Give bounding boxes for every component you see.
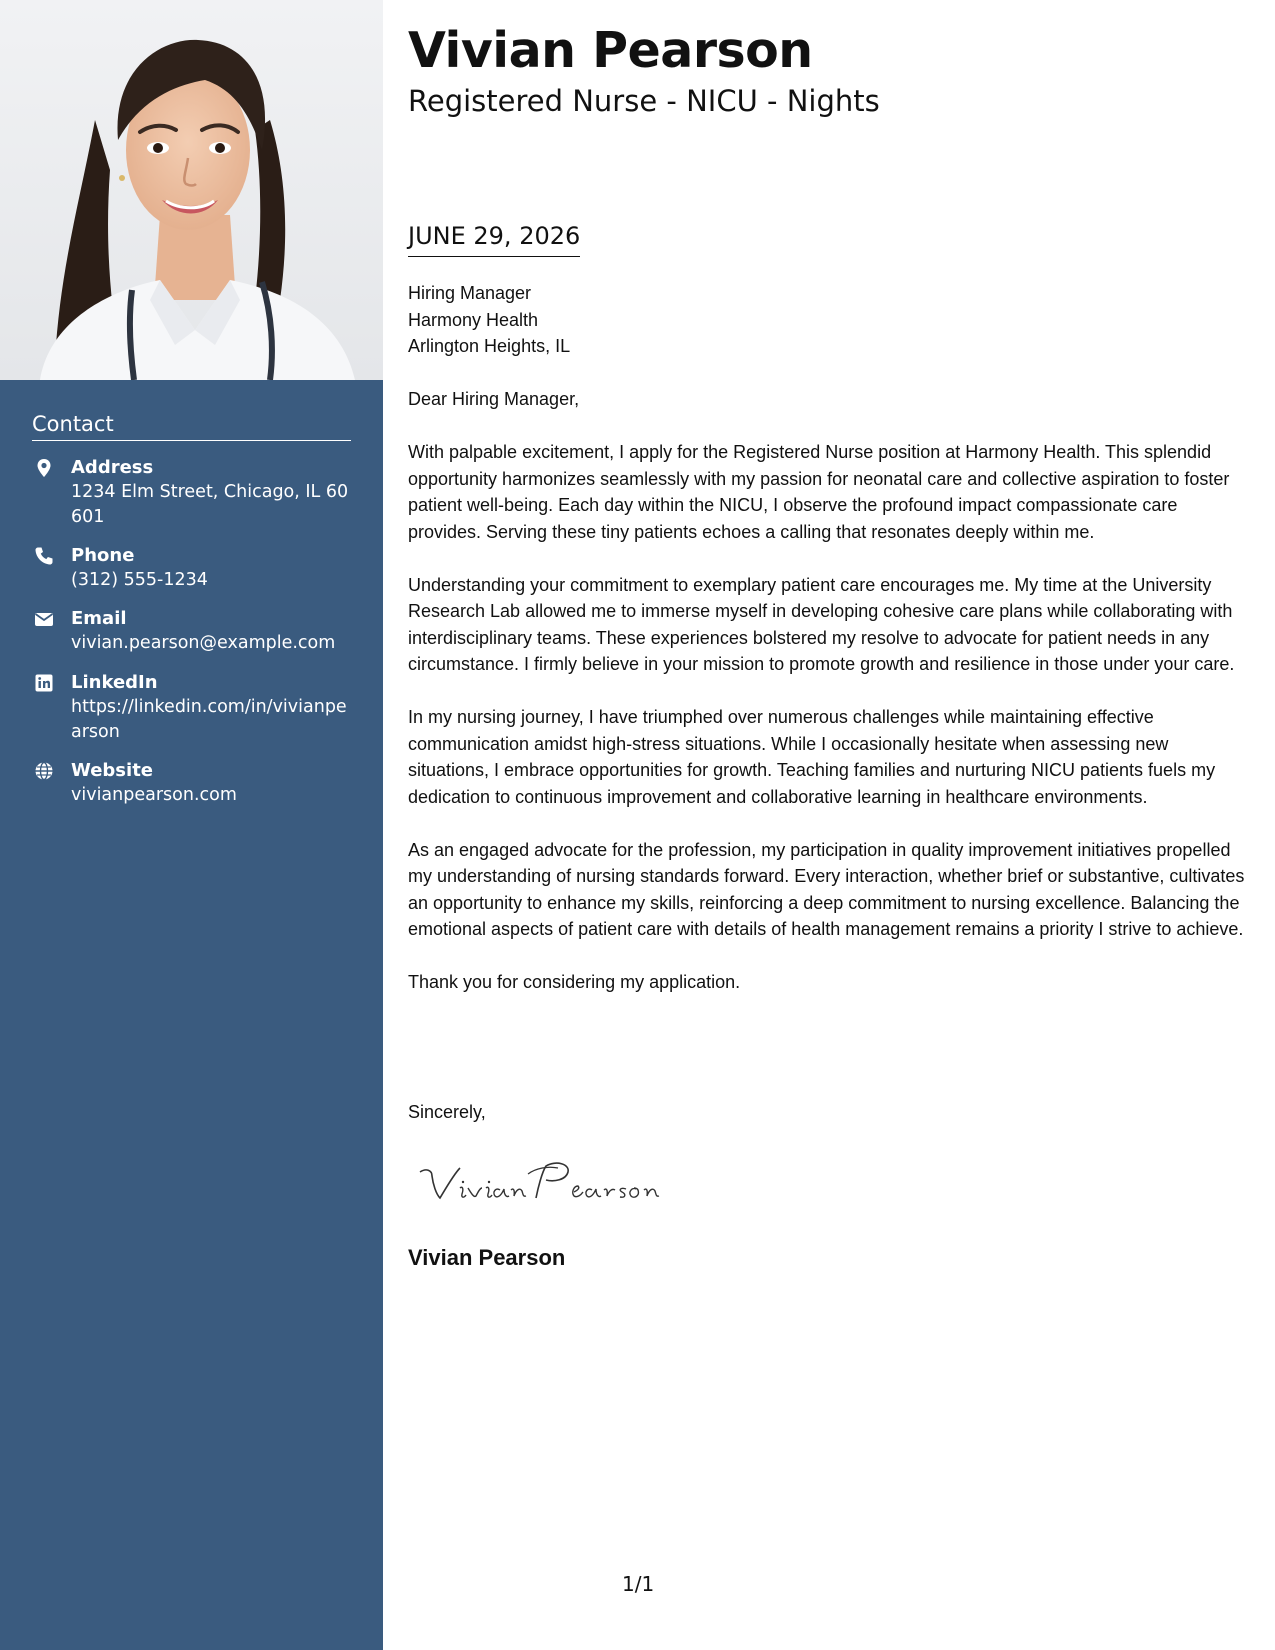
contact-item-phone — [32, 544, 208, 593]
recipient-line: Harmony Health — [408, 309, 539, 330]
job-title: Registered Nurse - NICU - Nights — [408, 84, 880, 118]
paragraph: With palpable excitement, I apply for the Registered Nurse position at Harmony Health. This splendid opportunity harmonizes seamlessly with my passion for neonatal care and collective aspiration to foster patient well-being. Each day within the NICU, I observe the profound impact compassionate care provides. Serving these tiny patients echoes a calling that resonates deeply within me. — [408, 442, 1230, 542]
paragraph: As an engaged advocate for the profession, my participation in quality improvement initiatives propelled my understanding of nursing standards forward. Every interaction, whether brief or substantive, cultivates an opportunity to enhance my skills, reinforcing a deep commitment to nursing excellence. Balancing the emotional aspects of patient care with details of health management remains a priority I strive to achieve. — [408, 839, 1245, 939]
signature — [416, 1158, 676, 1210]
signed-name: Vivian Pearson — [408, 1245, 566, 1270]
greeting: Dear Hiring Manager, — [408, 389, 580, 409]
sidebar — [0, 0, 383, 1650]
envelope-icon — [34, 609, 54, 629]
contact-item-email — [32, 607, 335, 656]
contact-item-address — [32, 456, 352, 530]
contact-value-website[interactable]: vivianpearson.com — [71, 785, 237, 805]
contact-value-phone: (312) 555-1234 — [71, 570, 208, 590]
contact-value-address: 1234 Elm Street, Chicago, IL 60601 — [71, 482, 349, 527]
globe-icon — [34, 761, 54, 781]
recipient-line: Arlington Heights, IL — [408, 336, 571, 356]
paragraph: In my nursing journey, I have triumphed over numerous challenges while maintaining effective communication amidst high-stress situations. While I occasionally hesitate when assessing new situations, I embrace opportunities for growth. Teaching families and nurturing NICU patients fuels my dedication to continuous improvement and collaborative learning in healthcare environments. — [408, 707, 1216, 807]
recipient-block — [408, 280, 1253, 360]
contact-label-email: Email — [71, 608, 127, 629]
page-number: 1/1 — [622, 1572, 655, 1596]
letter-body — [408, 280, 1253, 1022]
contact-label-phone: Phone — [71, 545, 135, 566]
contact-heading: Contact — [32, 412, 351, 441]
closing: Sincerely, — [408, 1102, 486, 1122]
recipient-line: Hiring Manager — [408, 283, 532, 303]
contact-label-website: Website — [71, 760, 154, 781]
phone-icon — [34, 546, 54, 566]
contact-value-email[interactable]: vivian.pearson@example.com — [71, 633, 336, 653]
contact-item-linkedin — [32, 671, 352, 745]
paragraph: Understanding your commitment to exemplary patient care encourages me. My time at the University Research Lab allowed me to immerse myself in developing cohesive care plans while collaborating with interdisciplinary teams. These experiences bolstered my resolve to advocate for patient needs in any circumstance. I firmly believe in your mission to promote growth and resilience in those under your care. — [408, 574, 1235, 674]
letter-date: JUNE 29, 2026 — [408, 222, 580, 257]
linkedin-icon — [34, 673, 54, 693]
profile-photo — [0, 0, 383, 380]
applicant-name: Vivian Pearson — [408, 22, 813, 79]
map-pin-icon — [34, 458, 54, 478]
thanks-line: Thank you for considering my application. — [408, 972, 741, 992]
contact-item-website — [32, 759, 237, 808]
contact-value-linkedin[interactable]: https://linkedin.com/in/vivianpearson — [71, 697, 347, 742]
contact-label-linkedin: LinkedIn — [71, 672, 158, 693]
contact-label-address: Address — [71, 457, 154, 478]
